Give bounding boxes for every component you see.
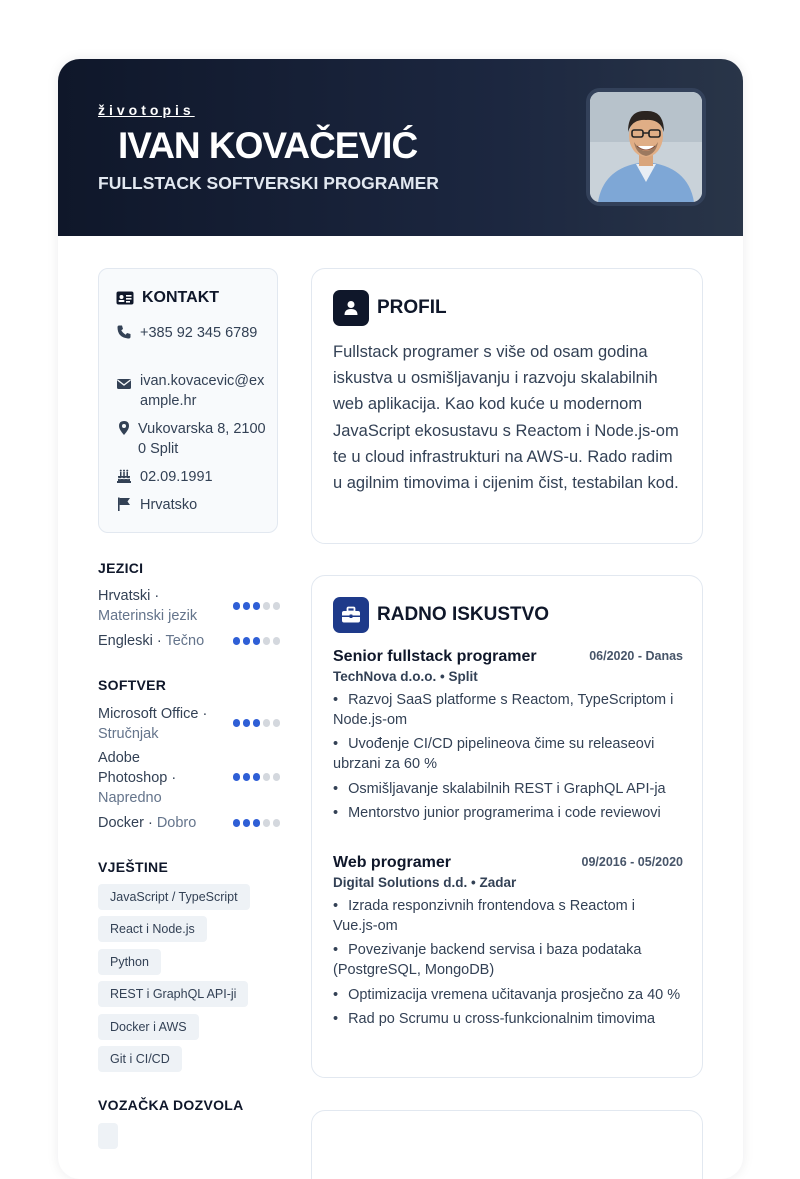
profile-card — [311, 268, 703, 544]
flag-icon — [116, 496, 132, 512]
user-icon — [333, 290, 369, 326]
rating-dot-filled — [253, 637, 261, 645]
software-level: Stručnjak — [98, 726, 159, 742]
job-bullet: • Osmišljavanje skalabilnih REST i GraphQL API-ja — [333, 779, 683, 799]
profile-title: PROFIL — [377, 297, 447, 318]
skill-tag: React i Node.js — [98, 916, 207, 942]
job-bullet: • Uvođenje CI/CD pipelineova čime su releaseovi ubrzani za 60 % — [333, 734, 683, 774]
rating-dot-filled — [243, 773, 251, 781]
rating-dots — [233, 819, 281, 827]
rating-dots — [233, 637, 281, 645]
job-bullet: • Povezivanje backend servisa i baza podataka (PostgreSQL, MongoDB) — [333, 940, 683, 980]
language-level: Tečno — [165, 633, 205, 649]
experience-card-header — [333, 597, 549, 633]
job-role: Web programer — [333, 854, 451, 871]
job-bullet: • Mentorstvo junior programerima i code reviewovi — [333, 803, 683, 823]
job-role: Senior fullstack programer — [333, 648, 537, 665]
rating-dot-empty — [273, 819, 281, 827]
skill-tag: REST i GraphQL API-ji — [98, 981, 248, 1007]
contact-title: KONTAKT — [142, 289, 220, 306]
contact-birthdate — [116, 467, 268, 487]
rating-dot-empty — [263, 773, 271, 781]
software-level: Napredno — [98, 790, 162, 806]
rating-dot-empty — [263, 719, 271, 727]
rating-dot-filled — [233, 773, 241, 781]
resume-page — [58, 59, 743, 1179]
language-item: Engleski · Tečno — [98, 631, 280, 651]
license-tag — [98, 1123, 118, 1149]
job-title: FULLSTACK SOFTVERSKI PROGRAMER — [98, 173, 439, 193]
software-level: Dobro — [156, 815, 197, 831]
rating-dot-empty — [273, 773, 281, 781]
software-name: Microsoft Office — [98, 706, 199, 722]
software-heading: SOFTVER — [98, 677, 167, 693]
map-pin-icon — [116, 420, 132, 436]
rating-dot-filled — [253, 602, 261, 610]
rating-dots — [233, 719, 281, 727]
rating-dot-filled — [253, 819, 261, 827]
job-bullet: • Optimizacija vremena učitavanja prosječno za 40 % — [333, 985, 683, 1005]
job-entry — [333, 648, 683, 827]
contact-email[interactable] — [116, 371, 268, 411]
rating-dot-filled — [233, 602, 241, 610]
language-name: Engleski — [98, 633, 153, 649]
person-name: IVAN KOVAČEVIĆ — [118, 125, 418, 166]
profile-card-header — [333, 290, 447, 326]
software-item: Adobe Photoshop · Napredno — [98, 748, 280, 808]
skill-tag: JavaScript / TypeScript — [98, 884, 250, 910]
rating-dot-empty — [273, 602, 281, 610]
rating-dot-filled — [233, 819, 241, 827]
contact-heading — [116, 288, 219, 308]
next-section-card — [311, 1110, 703, 1179]
birthdate-value: 02.09.1991 — [140, 469, 213, 485]
skill-tag: Docker i AWS — [98, 1014, 199, 1040]
id-card-icon — [116, 291, 134, 305]
contact-nationality — [116, 495, 268, 515]
phone-value: +385 92 345 6789 — [140, 325, 258, 341]
skill-tag: Python — [98, 949, 161, 975]
software-item: Microsoft Office · Stručnjak — [98, 704, 280, 744]
language-name: Hrvatski — [98, 588, 151, 604]
rating-dot-empty — [273, 719, 281, 727]
envelope-icon — [116, 376, 132, 392]
header — [58, 59, 743, 236]
briefcase-icon — [333, 597, 369, 633]
job-entry — [333, 854, 683, 1033]
job-bullets — [333, 690, 683, 823]
phone-icon — [116, 324, 132, 340]
language-item: Hrvatski · Materinski jezik — [98, 586, 280, 626]
address-value: Vukovarska 8, 21000 Split — [138, 421, 266, 457]
job-bullet: • Izrada responzivnih frontendova s Reactom i Vue.js-om — [333, 896, 683, 936]
rating-dot-filled — [243, 602, 251, 610]
job-bullet: • Razvoj SaaS platforme s Reactom, TypeScriptom i Node.js-om — [333, 690, 683, 730]
skills-heading: VJEŠTINE — [98, 859, 169, 875]
rating-dot-empty — [263, 602, 271, 610]
job-company: TechNova d.o.o. • Split — [333, 669, 478, 684]
rating-dot-filled — [243, 819, 251, 827]
rating-dots — [233, 602, 281, 610]
software-name: Docker — [98, 815, 144, 831]
license-heading: VOZAČKA DOZVOLA — [98, 1097, 244, 1113]
rating-dots — [233, 773, 281, 781]
contact-card — [98, 268, 278, 533]
job-bullet: • Rad po Scrumu u cross-funkcionalnim timovima — [333, 1009, 683, 1029]
birthday-cake-icon — [116, 468, 132, 484]
rating-dot-empty — [263, 637, 271, 645]
experience-title: RADNO ISKUSTVO — [377, 604, 550, 625]
rating-dot-empty — [273, 637, 281, 645]
rating-dot-filled — [253, 773, 261, 781]
rating-dot-filled — [233, 719, 241, 727]
experience-card — [311, 575, 703, 1078]
job-bullets — [333, 896, 683, 1029]
languages-heading: JEZICI — [98, 560, 144, 576]
job-date: 06/2020 - Danas — [589, 649, 683, 663]
profile-photo — [586, 88, 706, 206]
software-name: Adobe Photoshop — [98, 750, 168, 786]
contact-phone[interactable] — [116, 323, 268, 343]
email-value: ivan.kovacevic@example.hr — [140, 373, 265, 409]
skill-tag: Git i CI/CD — [98, 1046, 182, 1072]
document-label: životopis — [98, 102, 195, 118]
job-company: Digital Solutions d.d. • Zadar — [333, 875, 517, 890]
rating-dot-filled — [253, 719, 261, 727]
nationality-value: Hrvatsko — [140, 497, 198, 513]
rating-dot-filled — [233, 637, 241, 645]
profile-summary: Fullstack programer s više od osam godina iskustva u osmišljavanju i razvoju skalabilnih web aplikacija. Kao kod kuće u modernom JavaScript ekosustavu s Reactom i Node.js-om te u cloud infrastrukturi na AWS-u. Rado radim u agilnim timovima i cijenim čist, testabilan kod. — [333, 343, 679, 493]
job-date: 09/2016 - 05/2020 — [581, 855, 683, 869]
software-item: Docker · Dobro — [98, 813, 280, 833]
rating-dot-empty — [263, 819, 271, 827]
rating-dot-filled — [243, 637, 251, 645]
contact-address — [116, 419, 266, 459]
rating-dot-filled — [243, 719, 251, 727]
language-level: Materinski jezik — [98, 608, 198, 624]
